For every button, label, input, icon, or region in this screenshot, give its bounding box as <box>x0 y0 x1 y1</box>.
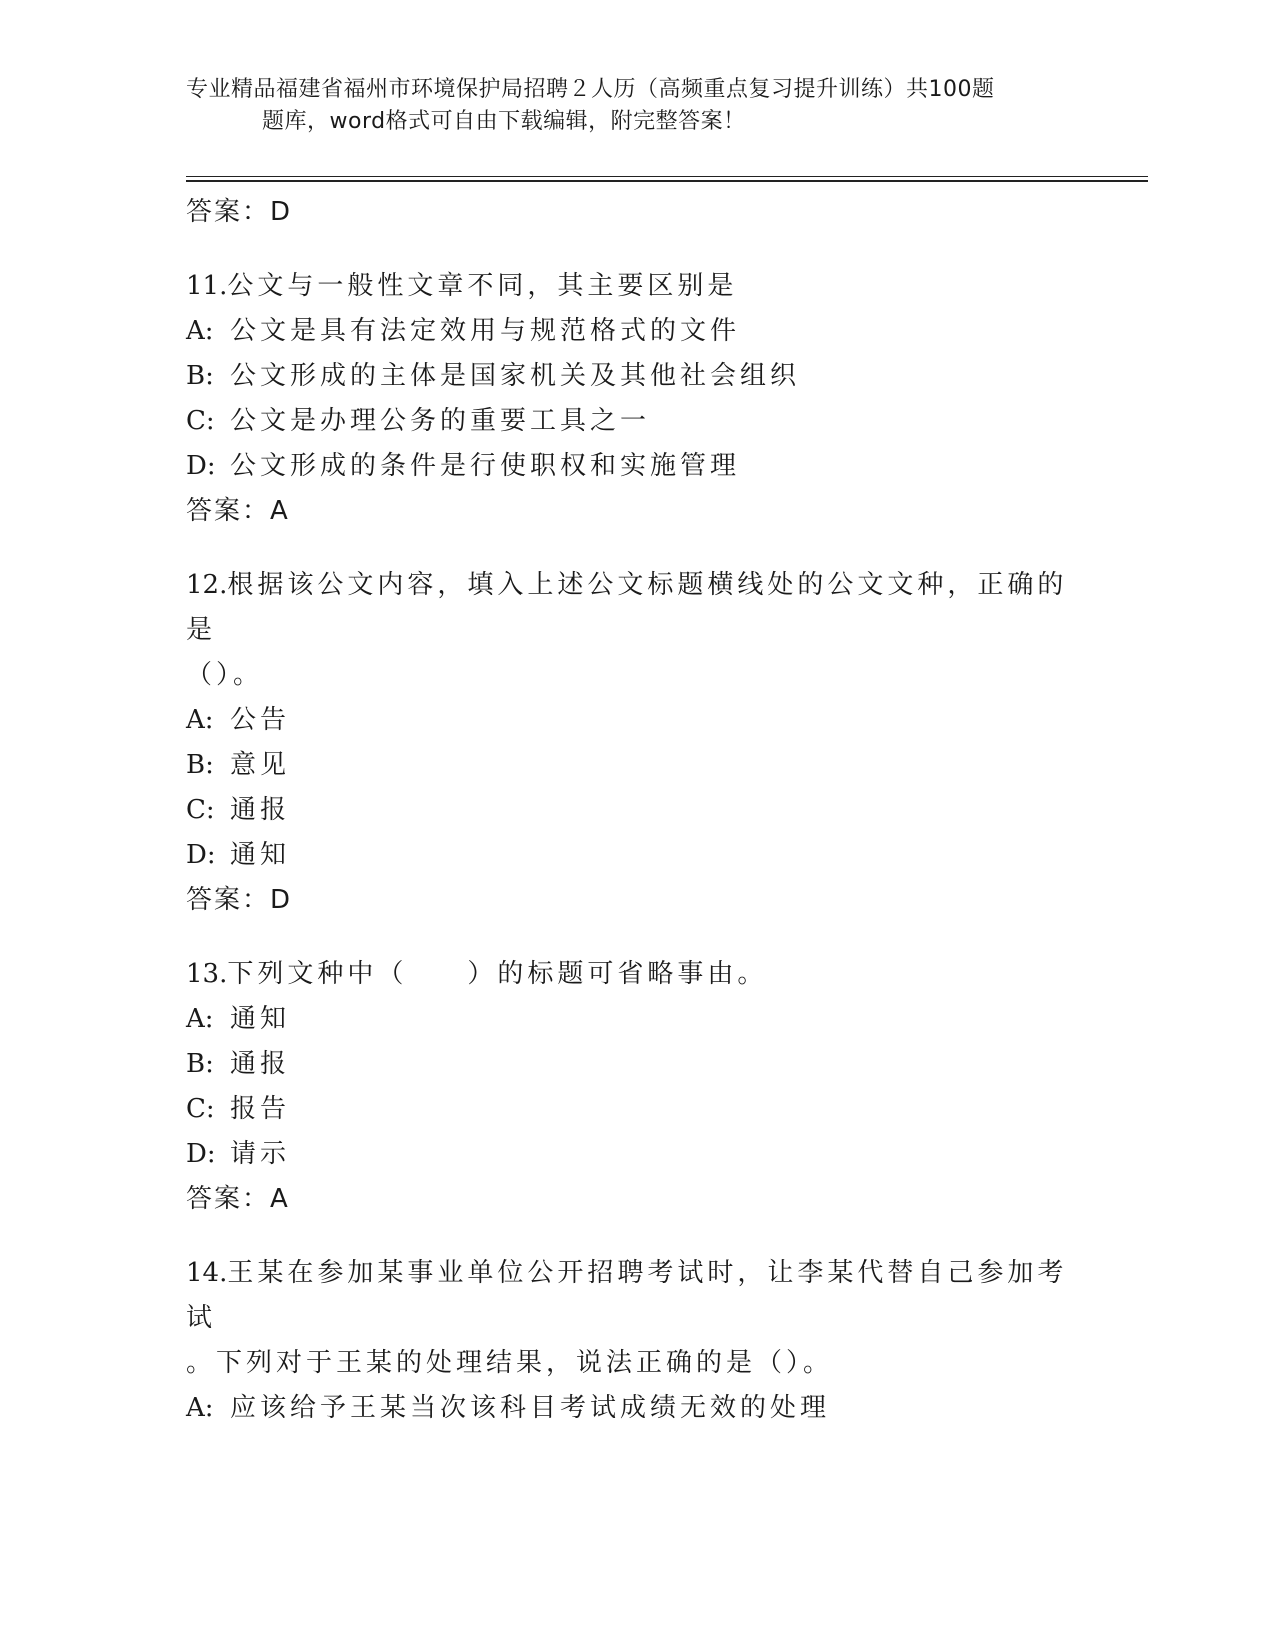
option-text: 公文是具有法定效用与规范格式的文件 <box>230 316 741 346</box>
question-number: 14. <box>186 1258 228 1288</box>
option-text: 应该给予王某当次该科目考试成绩无效的处理 <box>230 1393 831 1423</box>
option-label: A: <box>186 1004 214 1034</box>
option-label: D: <box>186 1139 216 1169</box>
option-b <box>186 1042 1086 1087</box>
option-a <box>186 309 1086 354</box>
option-label: A: <box>186 1393 214 1423</box>
question-stem-continuation: 。下列对于王某的处理结果，说法正确的是（）。 <box>186 1348 834 1378</box>
option-a <box>186 698 1086 743</box>
option-label: D: <box>186 840 216 870</box>
option-text: 请示 <box>230 1139 291 1169</box>
question-stem-line: 下列文种中（ ）的标题可省略事由。 <box>227 959 768 989</box>
option-label: B: <box>186 361 214 391</box>
option-label: B: <box>186 1049 214 1079</box>
option-text: 报告 <box>230 1094 291 1124</box>
question-stem-continuation: （）。 <box>186 660 264 690</box>
question-number: 12. <box>186 570 228 600</box>
option-text: 意见 <box>230 750 291 780</box>
question-stem-line: 根据该公文内容，填入上述公文标题横线处的公文文种，正确的是 <box>186 570 1068 645</box>
question-stem-line: 王某在参加某事业单位公开招聘考试时，让李某代替自己参加考试 <box>186 1258 1068 1333</box>
question-stem <box>186 952 1086 997</box>
question-stem <box>186 1251 1086 1341</box>
option-text: 公文形成的条件是行使职权和实施管理 <box>230 451 741 481</box>
option-label: B: <box>186 750 214 780</box>
document-header <box>186 74 1086 138</box>
question-block <box>186 563 1086 922</box>
question-stem <box>186 264 1086 309</box>
header-title-line1: 专业精品福建省福州市环境保护局招聘２人历（高频重点复习提升训练）共100题 <box>186 77 995 102</box>
option-b <box>186 354 1086 399</box>
option-d <box>186 1132 1086 1177</box>
option-b <box>186 743 1086 788</box>
question-stem-line: 公文与一般性文章不同，其主要区别是 <box>227 271 738 301</box>
option-text: 公文形成的主体是国家机关及其他社会组织 <box>230 361 801 391</box>
answer-line: 答案：A <box>186 1184 290 1214</box>
option-label: D: <box>186 451 216 481</box>
option-d <box>186 444 1086 489</box>
header-rule-thick <box>186 180 1148 182</box>
option-a <box>186 1386 1086 1431</box>
option-c <box>186 1087 1086 1132</box>
option-d <box>186 833 1086 878</box>
answer-line: 答案：A <box>186 496 290 526</box>
question-block <box>186 264 1086 533</box>
question-stem <box>186 563 1086 653</box>
document-body <box>186 190 1086 1431</box>
option-c <box>186 788 1086 833</box>
option-label: A: <box>186 316 214 346</box>
question-number: 11. <box>186 271 228 301</box>
option-text: 通知 <box>230 1004 291 1034</box>
option-label: A: <box>186 705 214 735</box>
option-text: 公文是办理公务的重要工具之一 <box>230 406 651 436</box>
option-c <box>186 399 1086 444</box>
option-label: C: <box>186 795 215 825</box>
option-label: C: <box>186 1094 215 1124</box>
option-text: 通报 <box>230 795 291 825</box>
option-text: 通知 <box>230 840 291 870</box>
option-label: C: <box>186 406 215 436</box>
header-rule-thin <box>186 176 1148 177</box>
question-block <box>186 1251 1086 1431</box>
answer-line: 答案：D <box>186 197 293 227</box>
option-text: 公告 <box>230 705 291 735</box>
header-title-line2: 题库，word格式可自由下载编辑，附完整答案！ <box>262 109 746 134</box>
question-number: 13. <box>186 959 228 989</box>
answer-line: 答案：D <box>186 885 293 915</box>
option-text: 通报 <box>230 1049 291 1079</box>
option-a <box>186 997 1086 1042</box>
question-block <box>186 952 1086 1221</box>
